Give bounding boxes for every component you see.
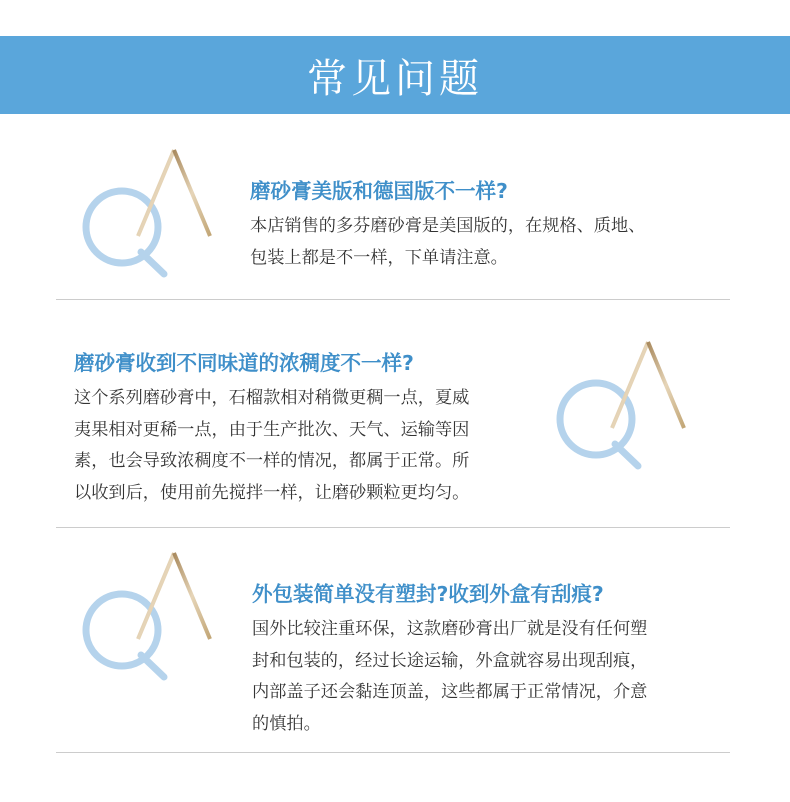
divider: [56, 527, 730, 528]
answer-line: 本店销售的多芬磨砂膏是美国版的，在规格、质地、: [250, 216, 646, 236]
faq-item: [252, 577, 647, 740]
answer-line: 素，也会导致浓稠度不一样的情况，都属于正常。所: [74, 451, 470, 471]
qa-logo: [554, 340, 704, 470]
faq-question: 磨砂膏收到不同味道的浓稠度不一样?: [74, 351, 414, 375]
faq-item: [250, 174, 645, 274]
answer-line: 包装上都是不一样，下单请注意。: [250, 247, 508, 268]
answer-line: 这个系列磨砂膏中，石榴款相对稍微更稠一点，夏威: [74, 388, 470, 408]
divider: [56, 299, 730, 300]
answer-line: 封和包装的，经过长途运输，外盒就容易出现刮痕，: [252, 650, 648, 671]
qa-logo: [80, 551, 230, 681]
faq-answer: [252, 614, 647, 740]
answer-line: 的慎拍。: [252, 713, 321, 734]
faq-answer: [74, 383, 469, 509]
header-banner: [0, 36, 790, 114]
answer-line: 以收到后，使用前先搅拌一样，让磨砂颗粒更均匀。: [74, 482, 470, 503]
answer-line: 内部盖子还会黏连顶盖，这些都属于正常情况，介意: [252, 682, 648, 702]
qa-logo: [80, 148, 230, 278]
faq-question: 磨砂膏美版和德国版不一样?: [250, 179, 508, 203]
faq-answer: [250, 211, 645, 274]
answer-line: 国外比较注重环保，这款磨砂膏出厂就是没有任何塑: [252, 619, 648, 639]
page-title: 常见问题: [307, 55, 483, 102]
answer-line: 夷果相对更稀一点，由于生产批次、天气、运输等因: [74, 419, 470, 440]
faq-item: [74, 346, 469, 509]
divider: [56, 752, 730, 753]
faq-question: 外包装简单没有塑封?收到外盒有刮痕?: [252, 582, 604, 606]
